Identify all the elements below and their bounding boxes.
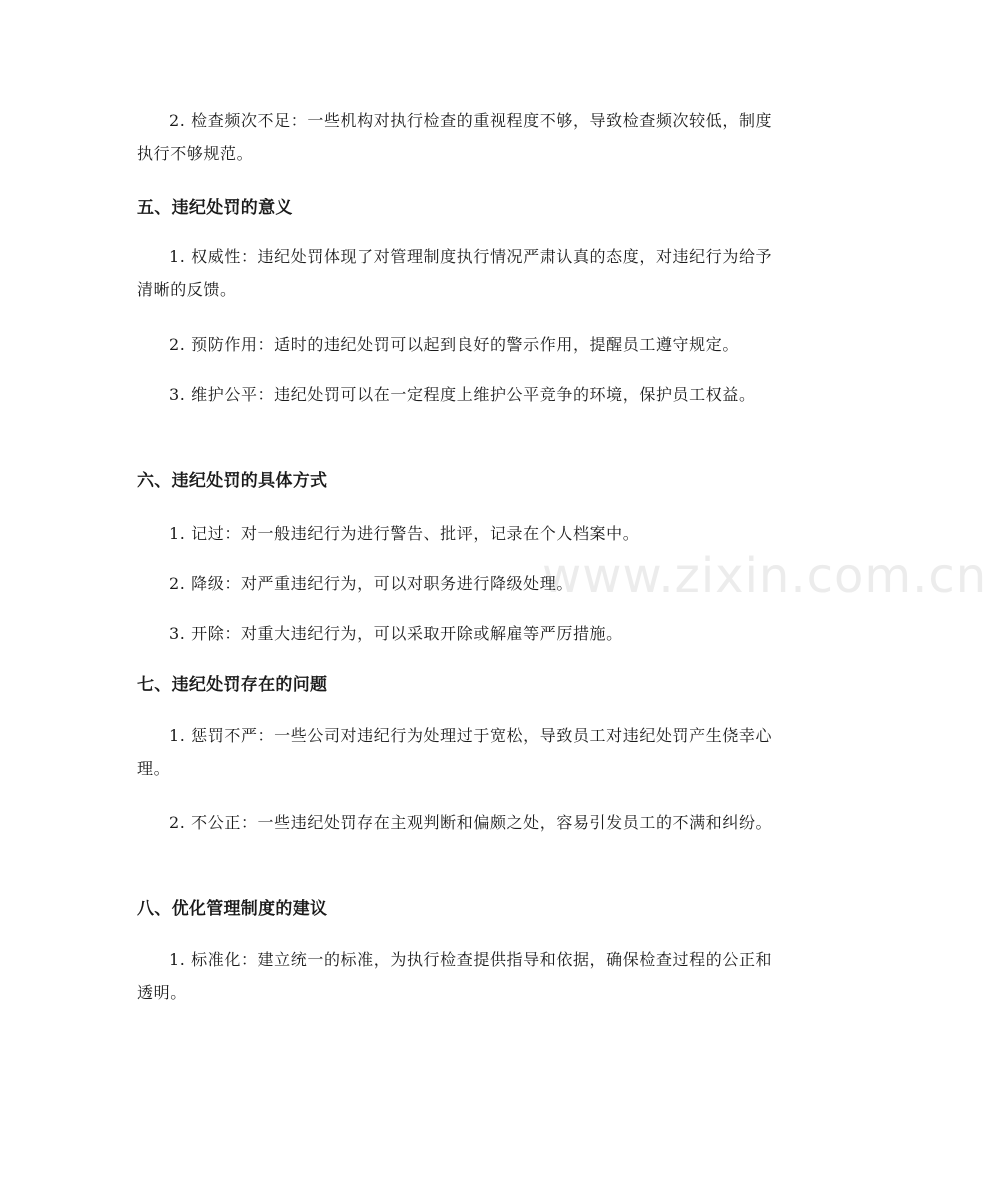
paragraph-fairness: 3. 维护公平：违纪处罚可以在一定程度上维护公平竞争的环境，保护员工权益。 bbox=[169, 385, 756, 404]
paragraph-lax-punishment: 1. 惩罚不严：一些公司对违纪行为处理过于宽松，导致员工对违纪处罚产生侥幸心理。 bbox=[137, 726, 773, 778]
paragraph-inspection-frequency: 2. 检查频次不足：一些机构对执行检查的重视程度不够，导致检查频次较低，制度执行不够规范。 bbox=[137, 111, 773, 163]
section-heading-5: 五、违纪处罚的意义 bbox=[137, 198, 293, 218]
paragraph-demerit: 1. 记过：对一般违纪行为进行警告、批评，记录在个人档案中。 bbox=[169, 524, 640, 543]
paragraph-unfairness: 2. 不公正：一些违纪处罚存在主观判断和偏颇之处，容易引发员工的不满和纠纷。 bbox=[169, 813, 773, 832]
paragraph-authority: 1. 权威性：违纪处罚体现了对管理制度执行情况严肃认真的态度，对违纪行为给予清晰的反馈。 bbox=[137, 247, 773, 299]
paragraph-prevention: 2. 预防作用：适时的违纪处罚可以起到良好的警示作用，提醒员工遵守规定。 bbox=[169, 335, 739, 354]
watermark: www.zixin.com.cn bbox=[542, 548, 987, 604]
paragraph-demotion: 2. 降级：对严重违纪行为，可以对职务进行降级处理。 bbox=[169, 574, 573, 593]
paragraph-standardization: 1. 标准化：建立统一的标准，为执行检查提供指导和依据，确保检查过程的公正和透明。 bbox=[137, 950, 773, 1002]
section-heading-8: 八、优化管理制度的建议 bbox=[137, 899, 328, 919]
section-heading-6: 六、违纪处罚的具体方式 bbox=[137, 471, 328, 491]
section-heading-7: 七、违纪处罚存在的问题 bbox=[137, 675, 328, 695]
paragraph-dismissal: 3. 开除：对重大违纪行为，可以采取开除或解雇等严厉措施。 bbox=[169, 624, 623, 643]
